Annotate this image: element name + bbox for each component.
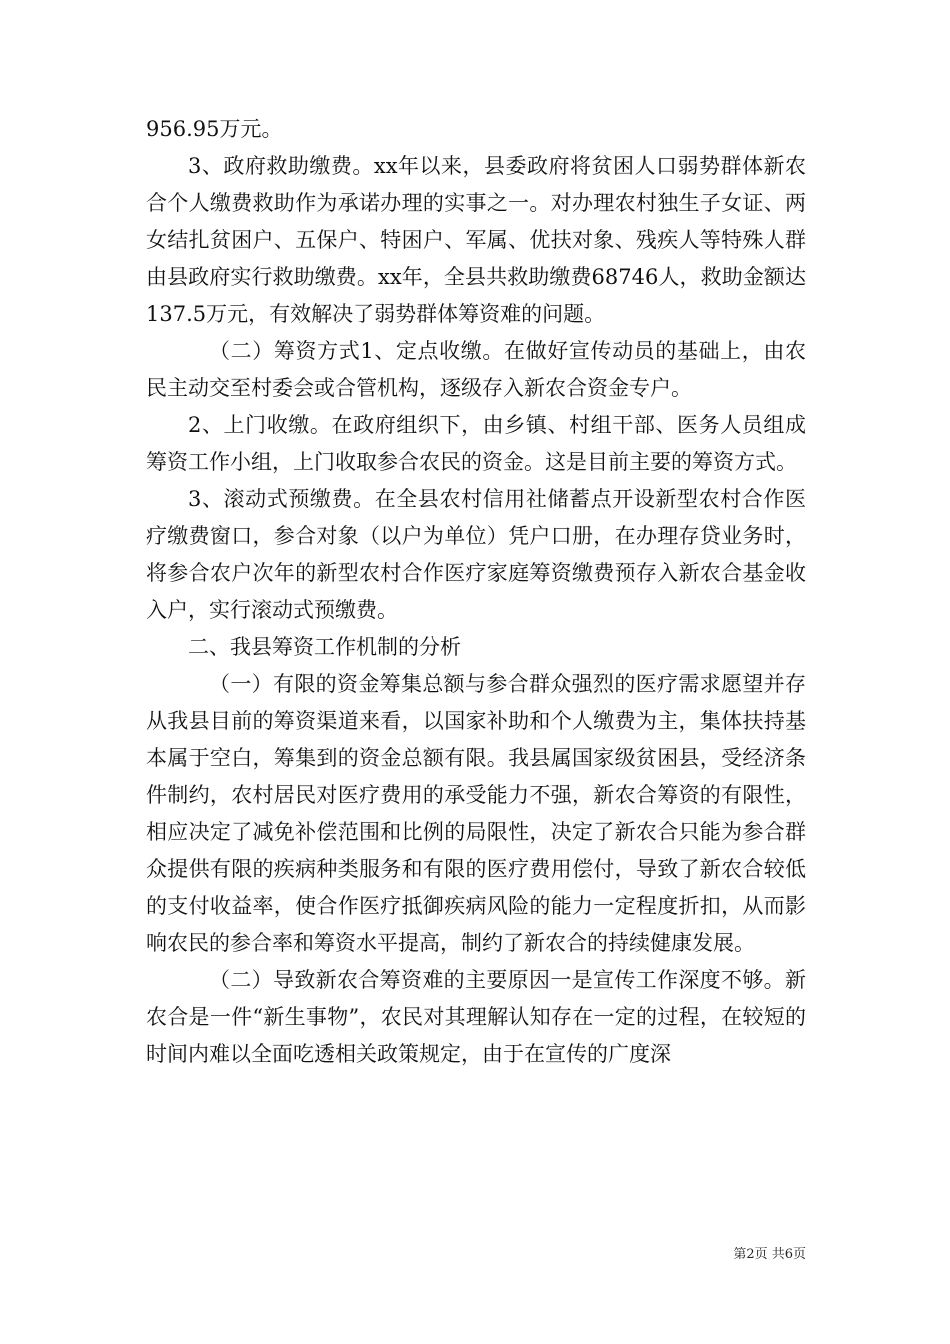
paragraph-3: （二）筹资方式1、定点收缴。在做好宣传动员的基础上，由农民主动交至村委会或合管机构，逐级存入新农合资金专户。 bbox=[146, 339, 806, 400]
paragraph-8: （二）导致新农合筹资难的主要原因一是宣传工作深度不够。新农合是一件“新生事物”，农民对其理解认知存在一定的过程，在较短的时间内难以全面吃透相关政策规定，由于在宣传的广度深 bbox=[146, 968, 806, 1066]
paragraph-2: 3、政府救助缴费。xx年以来，县委政府将贫困人口弱势群体新农合个人缴费救助作为承诺办理的实事之一。对办理农村独生子女证、两女结扎贫困户、五保户、特困户、军属、优扶对象、残疾人等特殊人群由县政府实行救助缴费。xx年，全县共救助缴费68746人，救助金额达137.5万元，有效解决了弱势群体筹资难的问题。 bbox=[146, 154, 806, 326]
paragraph-1: 956.95万元。 bbox=[146, 117, 283, 141]
paragraph-5: 3、滚动式预缴费。在全县农村信用社储蓄点开设新型农村合作医疗缴费窗口，参合对象（以户为单位）凭户口册，在办理存贷业务时，将参合农户次年的新型农村合作医疗家庭筹资缴费预存入新农合基金收入户，实行滚动式预缴费。 bbox=[146, 487, 806, 622]
paragraph-4: 2、上门收缴。在政府组织下，由乡镇、村组干部、医务人员组成筹资工作小组，上门收取参合农民的资金。这是目前主要的筹资方式。 bbox=[146, 413, 806, 474]
section-heading: 二、我县筹资工作机制的分析 bbox=[188, 635, 461, 659]
document-body bbox=[146, 111, 806, 1073]
paragraph-7: （一）有限的资金筹集总额与参合群众强烈的医疗需求愿望并存从我县目前的筹资渠道来看，以国家补助和个人缴费为主，集体扶持基本属于空白，筹集到的资金总额有限。我县属国家级贫困县，受经济条件制约，农村居民对医疗费用的承受能力不强，新农合筹资的有限性，相应决定了减免补偿范围和比例的局限性，决定了新农合只能为参合群众提供有限的疾病种类服务和有限的医疗费用偿付，导致了新农合较低的支付收益率，使合作医疗抵御疾病风险的能力一定程度折扣，从而影响农民的参合率和筹资水平提高，制约了新农合的持续健康发展。 bbox=[146, 672, 806, 955]
page-number: 第2页 共6页 bbox=[733, 1247, 806, 1262]
